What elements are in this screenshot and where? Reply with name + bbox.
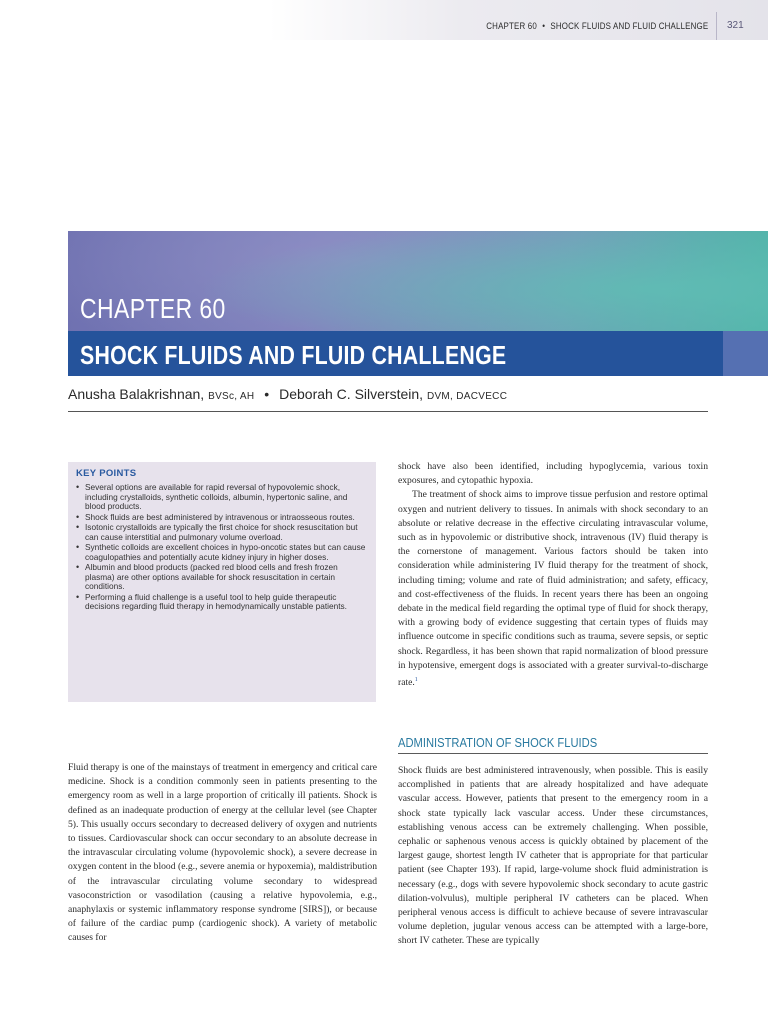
key-point-item: • Synthetic colloids are excellent choices in hypo-oncotic states but can cause coagulopathies and potentially acute kidney injury in higher doses. (76, 543, 368, 562)
chapter-title-bar (68, 331, 723, 376)
key-point-item: • Several options are available for rapid reversal of hypovolemic shock, including crystalloids, synthetic colloids, albumin, hypertonic saline, and blood products. (76, 483, 368, 512)
chapter-label: CHAPTER 60 (80, 293, 226, 324)
author-divider (68, 411, 708, 412)
treatment-paragraph-text: The treatment of shock aims to improve tissue perfusion and restore optimal oxygen and nutrient delivery to tissues. In animals with shock secondary to an absolute or relative decrease in the effective circulating intravascular volume, such as in hypovolemic or distributive shock, intravenous (IV) fluid therapy is the cornerstone of management. Various factors should be taken into consideration while administering IV fluid therapy for the treatment of shock, including timing; volume and rate of fluid administration; and safety, efficacy, and cost-effectiveness of the fluids. In recent years there has been an ongoing debate in the medical field regarding the optimal type of fluid for shock therapy, with a growing body of evidence suggesting that certain types of fluids may influence outcome in specific conditions such as trauma, severe sepsis, or septic shock. Regardless, it has been shown that rapid normalization of blood pressure in hypotensive, emergent dogs is associated with a greater survival-to-discharge rate. (398, 489, 708, 689)
intro-paragraph: Fluid therapy is one of the mainstays of treatment in emergency and critical care medicine. Shock is a condition commonly seen in patients presenting to the emergency room as well in a large proportion of critically ill patients. Shock is defined as an inadequate production of energy at the cellular level (see Chapter 5). This usually occurs secondary to decreased delivery of oxygen and nutrients to tissues. Cardiovascular shock can occur secondary to an absolute decrease in the intravascular circulating volume (hypovolemic shock), a severe decrease in oxygen content in the blood (e.g., severe anemia or hypoxemia), maldistribution of the intravascular circulating volume secondary to widespread vasoconstriction or vasodilation (causing a relative hypovolemia, e.g., anaphylaxis or systemic inflammatory response syndrome [SIRS]), or because of failure of the cardiac pump (cardiogenic shock). A variety of metabolic causes for (68, 762, 377, 944)
page-number: 321 (716, 12, 768, 40)
key-points-heading: KEY POINTS (76, 468, 137, 479)
author2-name: Deborah C. Silverstein, (279, 386, 424, 402)
section-divider (398, 753, 708, 754)
key-point-item: • Shock fluids are best administered by intravenous or intraosseous routes. (76, 513, 368, 523)
running-head-chapter: CHAPTER 60 (485, 21, 537, 31)
treatment-paragraph (398, 488, 708, 690)
key-points-box (68, 462, 376, 702)
left-column-body (68, 761, 377, 946)
continuation-paragraph: shock have also been identified, including hypoglycemia, various toxin exposures, and cytopathic hypoxia. (398, 461, 708, 487)
author-line (68, 386, 507, 402)
running-head-bullet: • (541, 21, 545, 31)
section-body (398, 764, 708, 949)
key-points-list (76, 483, 368, 612)
section-heading-text: ADMINISTRATION OF SHOCK FLUIDS (398, 735, 598, 750)
author1-credentials: BVSc, AH (208, 391, 255, 402)
author2-credentials: DVM, DACVECC (426, 391, 508, 402)
citation-superscript[interactable]: 1 (414, 677, 418, 684)
key-point-item: • Performing a fluid challenge is a useful tool to help guide therapeutic decisions regarding fluid therapy in hemodynamically unstable patients. (76, 593, 368, 612)
key-point-item: • Isotonic crystalloids are typically the first choice for shock resuscitation but can cause interstitial and pulmonary volume overload. (76, 523, 368, 542)
right-column-body (398, 460, 708, 690)
section-paragraph: Shock fluids are best administered intravenously, when possible. This is easily accomplished in patients that are already hospitalized and have adequate vascular access. However, patients that present to the emergency room in a shock state typically lack vascular access. Under these circumstances, establishing venous access can be extremely challenging. When possible, cephalic or saphenous venous access is quickly obtained by placement of the largest gauge, shortest length IV catheter that is appropriate for that particular patient (see Chapter 193). If rapid, large-volume shock fluid administration is necessary (e.g., dogs with severe hypovolemic shock secondary to acute gastric dilation-volvulus), multiple peripheral IV catheters can be placed. When peripheral venous access is difficult to achieve because of severe intravascular volume depletion, jugular venous access can be attempted with a large-bore, short IV catheter. These are typically (398, 765, 708, 947)
author1-name: Anusha Balakrishnan, (68, 386, 205, 402)
key-point-item: • Albumin and blood products (packed red blood cells and fresh frozen plasma) are other options available for shock resuscitation in certain conditions. (76, 563, 368, 592)
running-head-title: SHOCK FLUIDS AND FLUID CHALLENGE (550, 21, 708, 31)
running-head (0, 0, 768, 40)
chapter-title-bar-extension (723, 331, 768, 376)
chapter-title: SHOCK FLUIDS AND FLUID CHALLENGE (80, 340, 507, 370)
author-separator: • (264, 386, 270, 402)
running-head-text (486, 21, 708, 31)
chapter-banner (68, 231, 768, 376)
section-heading (398, 735, 708, 750)
